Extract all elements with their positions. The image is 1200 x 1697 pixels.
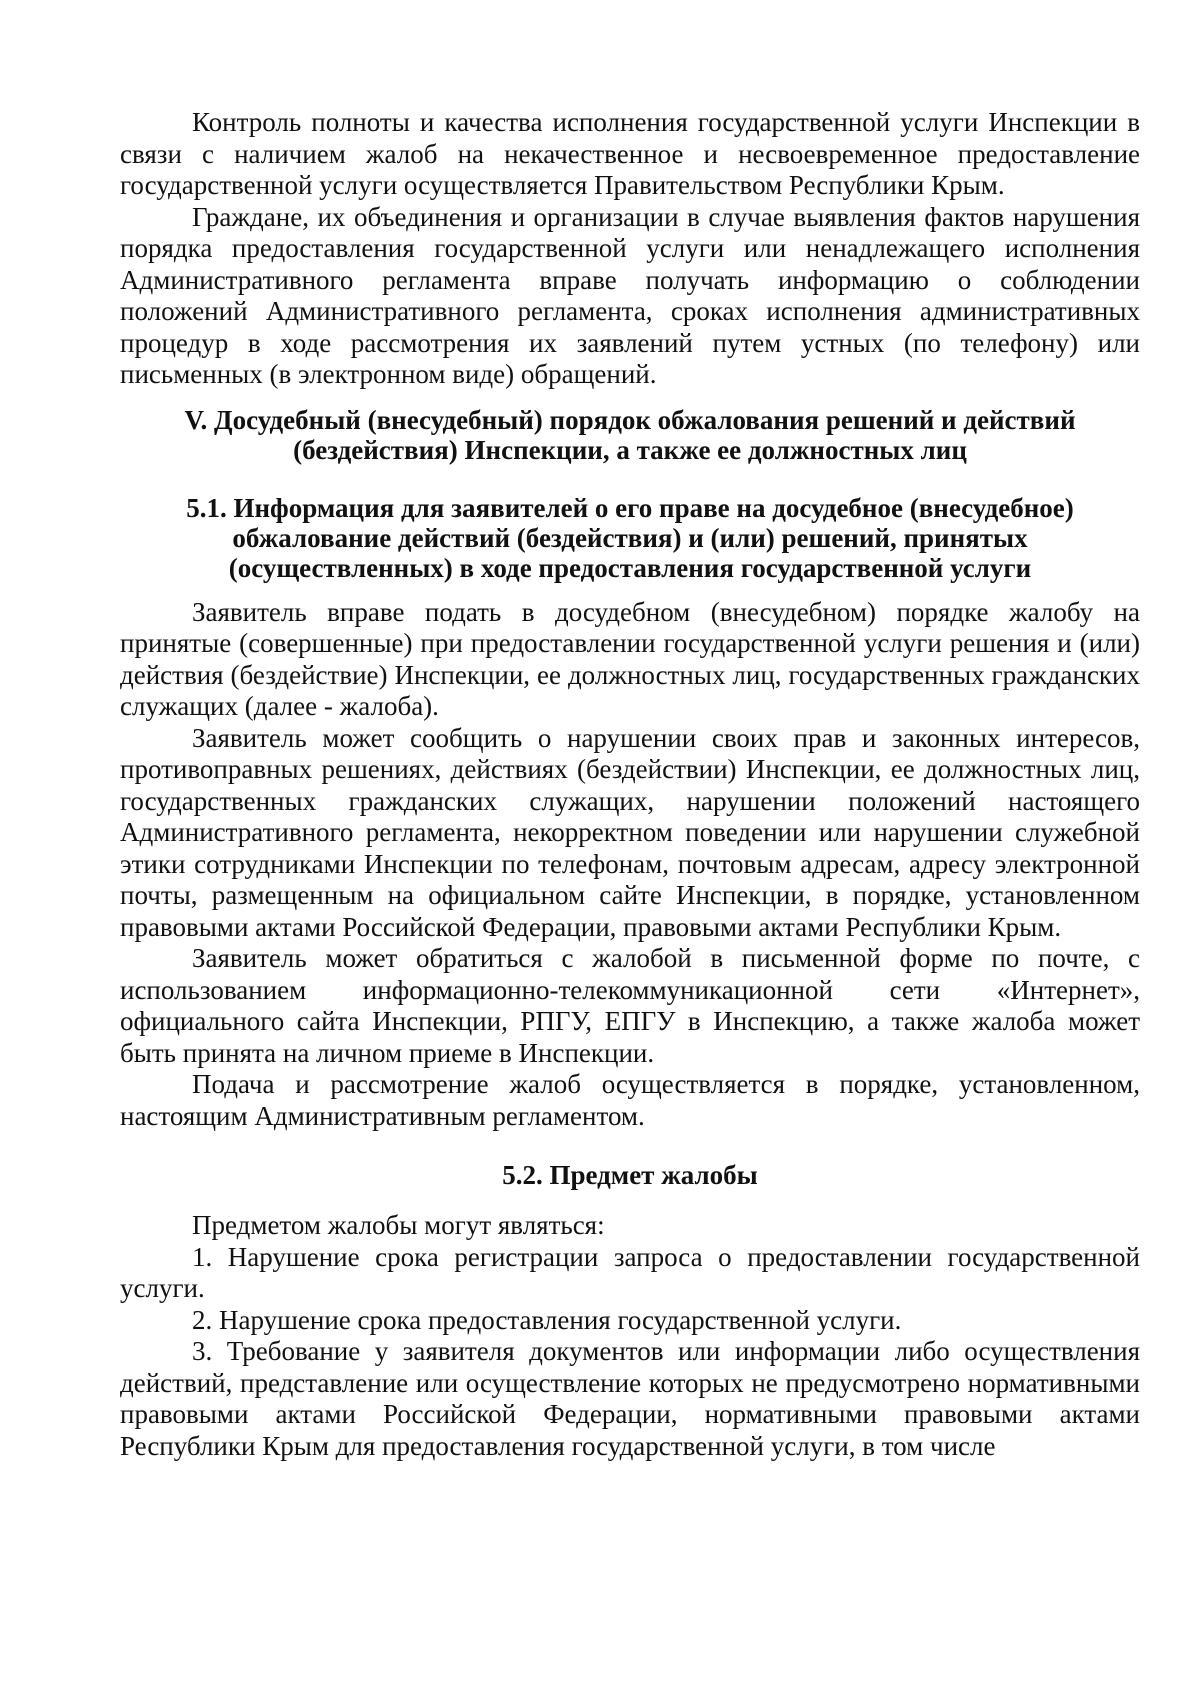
paragraph-control-complaints: Контроль полноты и качества исполнения государственной услуги Инспекции в связи с наличием жалоб на некачественное и несвоевременное предоставление государственной услуги осуществляется Правительством Республики Крым. xyxy=(120,107,1140,200)
paragraph-citizens-information: Граждане, их объединения и организации в случае выявления фактов нарушения порядка предоставления государственной услуги или ненадлежащего исполнения Административного регламента вправе получать информацию о соблюдении положений Административного регламента, сроках исполнения административных процедур в ходе рассмотрения их заявлений путем устных (по телефону) или письменных (в электронном виде) обращений. xyxy=(120,201,1140,389)
section-5-1-heading-line-3: (осуществленных) в ходе предоставления государственной услуги xyxy=(228,552,1032,583)
section-v-heading-line-2: (бездействия) Инспекции, а также ее должностных лиц xyxy=(293,434,967,465)
paragraph-complaint-channels: Заявитель может обратиться с жалобой в письменной форме по почте, с использованием информационно-телекоммуникационной сети «Интернет», официального сайта Инспекции, РПГУ, ЕПГУ в Инспекцию, а также жалоба может быть принята на личном приеме в Инспекции. xyxy=(120,943,1140,1068)
paragraph-report-violations: Заявитель может сообщить о нарушении своих прав и законных интересов, противоправных решениях, действиях (бездействии) Инспекции, ее должностных лиц, государственных гражданских служащих, нарушении положений настоящего Административного регламента, некорректном поведении или нарушении служебной этики сотрудниками Инспекции по телефонам, почтовым адресам, адресу электронной почты, размещенным на официальном сайте Инспекции, в порядке, установленном правовыми актами Российской Федерации, правовыми актами Республики Крым. xyxy=(120,722,1140,942)
list-item-3: 3. Требование у заявителя документов или информации либо осуществления действий, представление или осуществление которых не предусмотрено нормативными правовыми актами Российской Федерации, нормативными правовыми актами Республики Крым для предоставления государственной услуги, в том числе xyxy=(120,1336,1140,1461)
section-5-1-heading-line-1: 5.1. Информация для заявителей о его праве на досудебное (внесудебное) xyxy=(186,492,1074,523)
paragraph-complaint-subjects-intro: Предметом жалобы могут являться: xyxy=(192,1210,605,1240)
paragraph-complaint-procedure: Подача и рассмотрение жалоб осуществляется в порядке, установленном, настоящим Административным регламентом. xyxy=(120,1069,1140,1131)
section-v-heading-line-1: V. Досудебный (внесудебный) порядок обжалования решений и действий xyxy=(184,404,1076,435)
list-item-2: 2. Нарушение срока предоставления государственной услуги. xyxy=(192,1304,902,1335)
document-body xyxy=(120,107,1140,1462)
section-5-1-heading xyxy=(120,493,1140,583)
list-item-1: 1. Нарушение срока регистрации запроса о предоставлении государственной услуги. xyxy=(120,1241,1140,1303)
section-5-1-heading-line-2: обжалование действий (бездействия) и (или) решений, принятых xyxy=(232,522,1028,553)
section-v-heading xyxy=(120,405,1140,465)
section-5-2-heading: 5.2. Предмет жалобы xyxy=(502,1160,758,1190)
paragraph-right-to-complain: Заявитель вправе подать в досудебном (внесудебном) порядке жалобу на принятые (совершенные) при предоставлении государственной услуги решения и (или) действия (бездействие) Инспекции, ее должностных лиц, государственных гражданских служащих (далее - жалоба). xyxy=(120,596,1140,721)
